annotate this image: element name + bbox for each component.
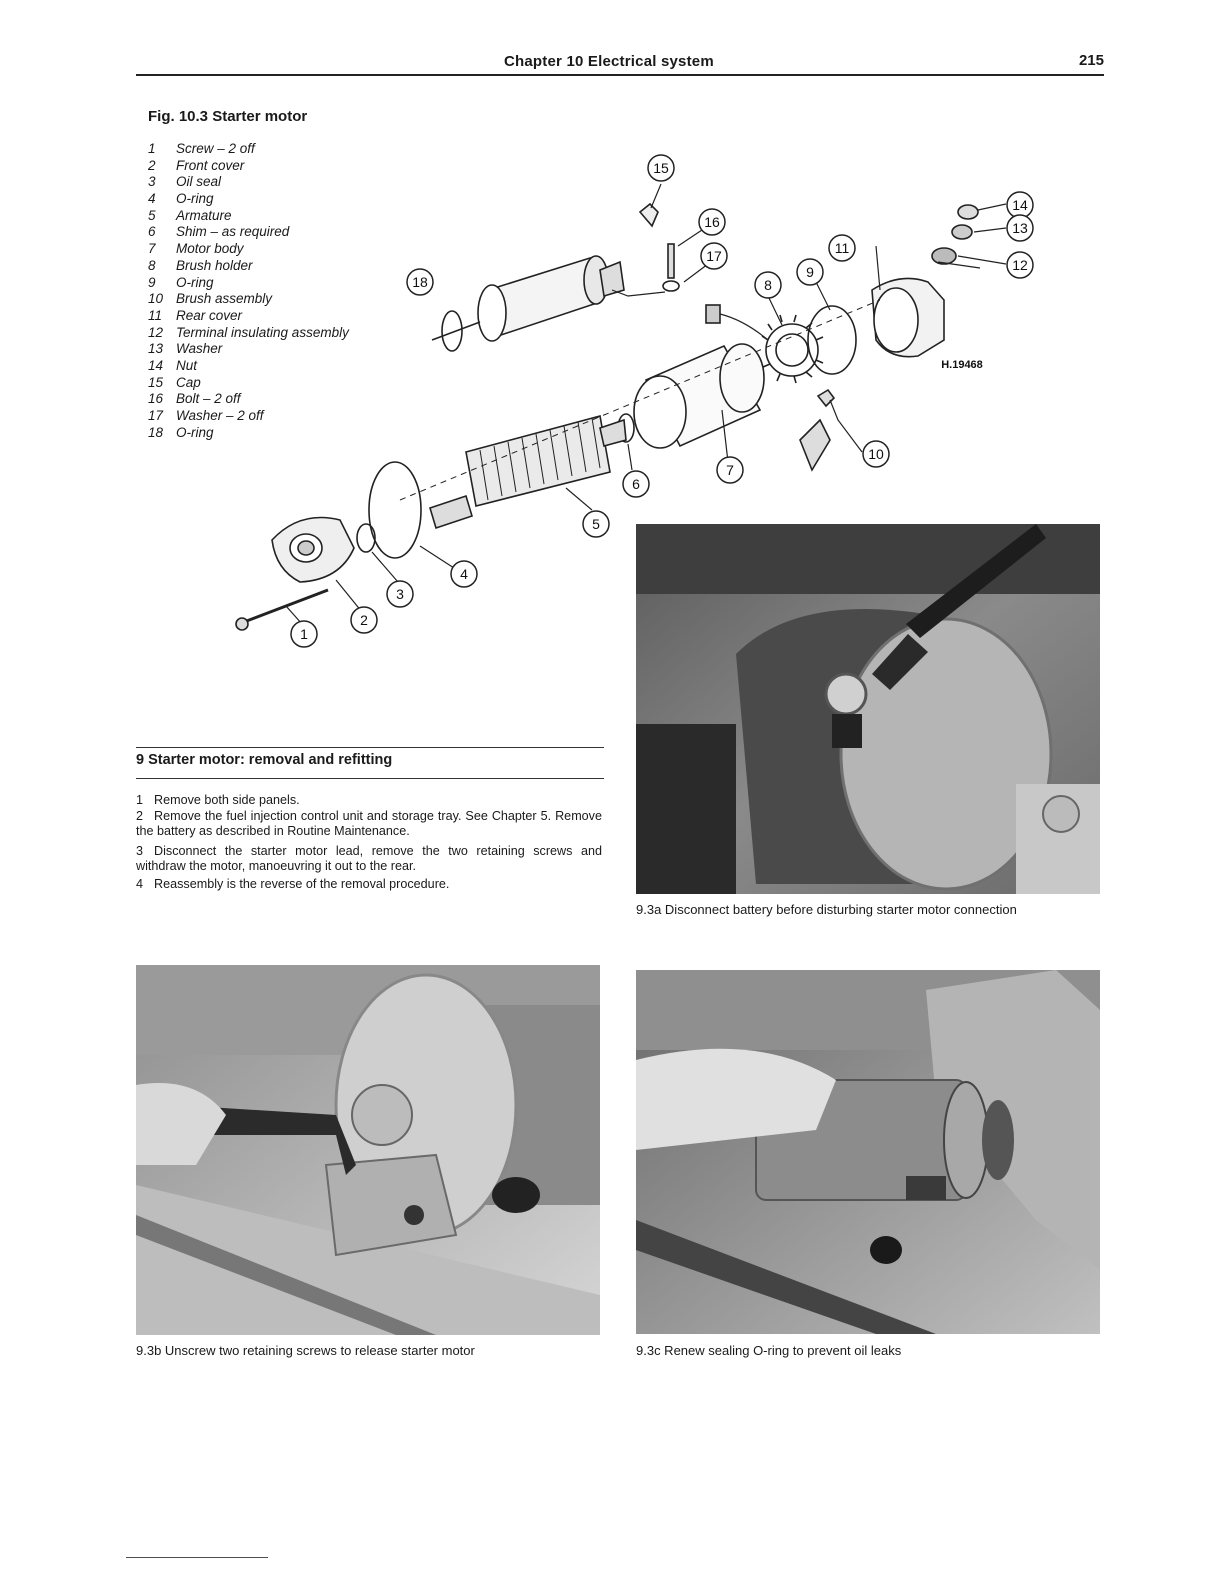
callout-14 <box>1007 192 1033 218</box>
chapter-title: Chapter 10 Electrical system <box>504 53 714 70</box>
o-ring-18 <box>442 311 462 351</box>
photo-caption: 9.3c Renew sealing O-ring to prevent oil leaks <box>636 1343 902 1358</box>
svg-text:11: 11 <box>834 240 850 256</box>
callout-8 <box>755 272 781 298</box>
motor-body-upper <box>432 256 624 341</box>
legend-item: 16 Bolt – 2 off <box>148 391 241 407</box>
legend-item: 12 Terminal insulating assembly <box>148 324 349 340</box>
svg-text:4: 4 <box>460 566 468 582</box>
oil-seal <box>357 524 375 552</box>
legend-item: 6 Shim – as required <box>148 224 290 240</box>
legend-item: 11 Rear cover <box>148 307 243 323</box>
figure-reference: H.19468 <box>941 359 983 371</box>
photo-caption: 9.3a Disconnect battery before disturbing starter motor connection <box>636 902 1017 917</box>
svg-text:12: 12 <box>1012 257 1028 273</box>
callout-15 <box>648 155 674 181</box>
step-paragraph: 1 Remove both side panels. <box>136 793 300 807</box>
photo-9-3c <box>636 970 1100 1334</box>
callout-16 <box>699 209 725 235</box>
section-rule <box>136 747 604 748</box>
legend-item: 7 Motor body <box>148 241 244 257</box>
legend-item: 14 Nut <box>148 357 198 373</box>
callout-6 <box>623 471 649 497</box>
svg-text:15: 15 <box>653 160 669 176</box>
page-number: 215 <box>1078 52 1104 69</box>
section-heading: 9 Starter motor: removal and refitting <box>136 752 393 768</box>
svg-text:3: 3 <box>396 586 404 602</box>
step-paragraph: 2 Remove the fuel injection control unit and storage tray. See Chapter 5. Remove the battery as described in Routine Maintenance. <box>136 809 602 839</box>
svg-text:8: 8 <box>764 277 772 293</box>
svg-text:9: 9 <box>806 264 814 280</box>
legend-item: 1 Screw – 2 off <box>148 141 255 156</box>
legend-item: 13 Washer <box>148 341 223 357</box>
svg-text:16: 16 <box>704 214 720 230</box>
footnote-rule <box>126 1557 268 1558</box>
legend-item: 15 Cap <box>148 374 201 390</box>
callout-7 <box>717 457 743 483</box>
callout-12 <box>1007 252 1033 278</box>
callout-4 <box>451 561 477 587</box>
legend-item: 3 Oil seal <box>148 174 222 190</box>
figure-title: Fig. 10.3 Starter motor <box>148 108 308 125</box>
callout-11 <box>829 235 855 261</box>
svg-text:2: 2 <box>360 612 368 628</box>
legend-item: 10 Brush assembly <box>148 291 273 307</box>
o-ring-4 <box>369 462 421 558</box>
svg-text:18: 18 <box>412 274 428 290</box>
callout-18 <box>407 269 433 295</box>
legend-item: 2 Front cover <box>148 157 245 173</box>
callout-9 <box>797 259 823 285</box>
front-cover <box>272 518 354 583</box>
svg-text:5: 5 <box>592 516 600 532</box>
svg-text:1: 1 <box>300 626 308 642</box>
section-rule <box>136 778 604 779</box>
callout-3 <box>387 581 413 607</box>
rear-cover <box>872 278 944 356</box>
motor-body-cylinder <box>634 344 764 448</box>
callout-5 <box>583 511 609 537</box>
svg-text:13: 13 <box>1012 220 1028 236</box>
callout-1 <box>291 621 317 647</box>
step-paragraph: 4 Reassembly is the reverse of the removal procedure. <box>136 877 450 891</box>
legend-item: 17 Washer – 2 off <box>148 408 264 423</box>
svg-text:17: 17 <box>706 248 722 264</box>
svg-text:6: 6 <box>632 476 640 492</box>
svg-text:14: 14 <box>1012 197 1028 213</box>
callout-17 <box>701 243 727 269</box>
legend-item: 18 O-ring <box>148 424 214 440</box>
callout-13 <box>1007 215 1033 241</box>
photo-caption: 9.3b Unscrew two retaining screws to release starter motor <box>136 1343 475 1358</box>
callout-10 <box>863 441 889 467</box>
callout-2 <box>351 607 377 633</box>
svg-text:7: 7 <box>726 462 734 478</box>
legend-item: 9 O-ring <box>148 274 214 290</box>
step-paragraph: 3 Disconnect the starter motor lead, remove the two retaining screws and withdraw the motor, manoeuvring it out to the rear. <box>136 844 602 874</box>
legend-item: 8 Brush holder <box>148 257 253 273</box>
photo-9-3b <box>136 965 600 1335</box>
photo-9-3a <box>636 524 1100 894</box>
svg-text:10: 10 <box>868 446 884 462</box>
legend-item: 5 Armature <box>148 207 232 223</box>
running-head <box>136 52 1104 76</box>
legend-item: 4 O-ring <box>148 191 214 207</box>
